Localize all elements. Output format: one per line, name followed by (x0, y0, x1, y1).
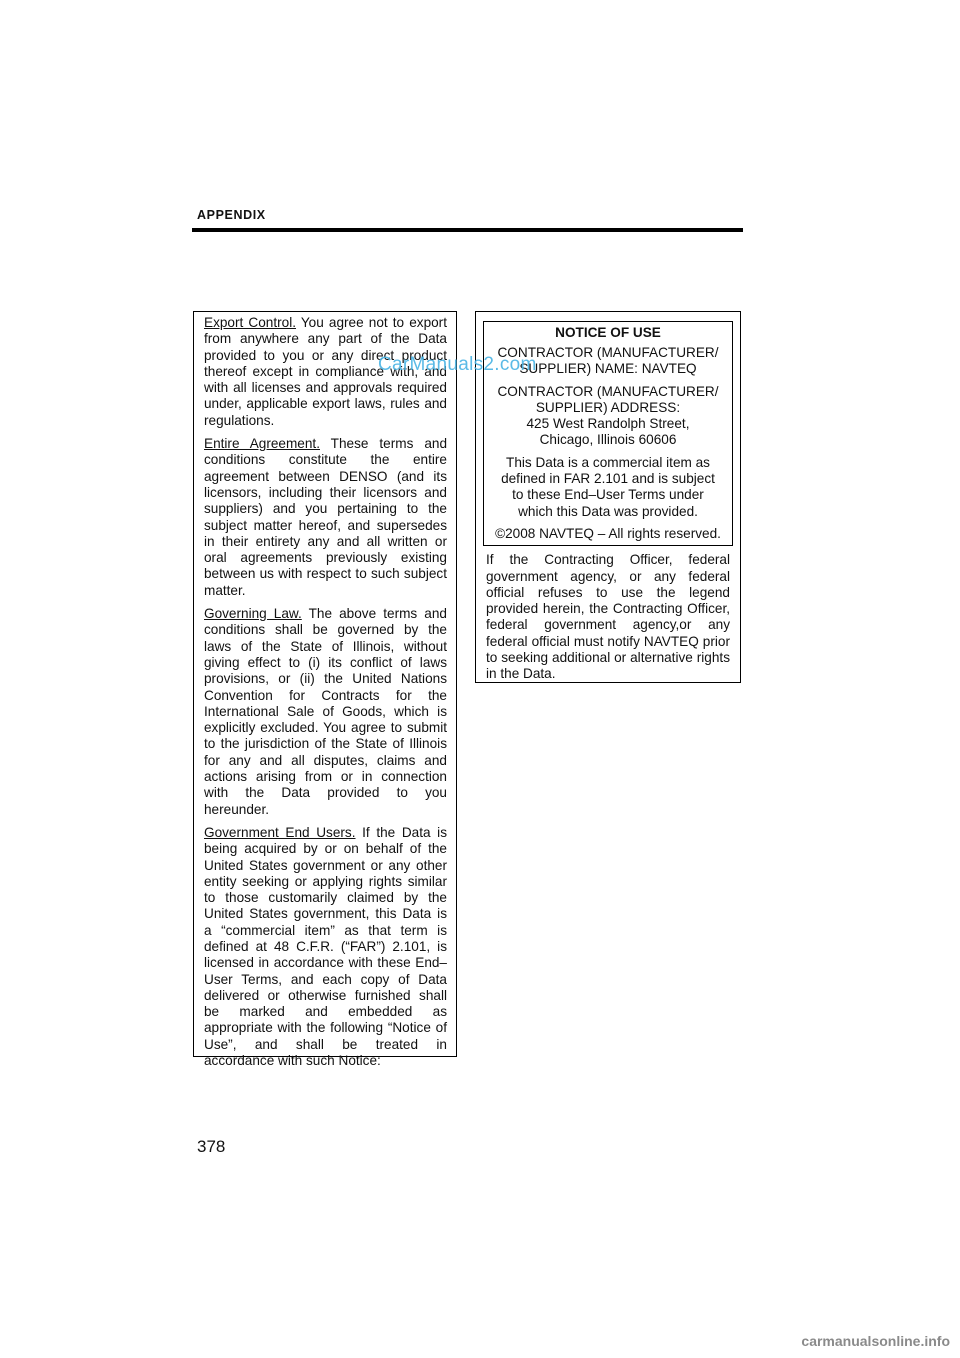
notice-contractor-address (488, 384, 728, 449)
paragraph-entire-agreement (204, 436, 447, 599)
paragraph-text: The above terms and conditions shall be governed by the laws of the State of Illinois, without giving effect to (i) its conflict of laws provisions, or (ii) the United Nations Convention for Contracts for the International Sale of Goods, which is explicitly excluded. You agree to submit to the jurisdiction of the State of Illinois for any and all disputes, claims and actions arising from or in connection with the Data provided to you hereunder. (204, 606, 447, 817)
notice-copyright (488, 526, 728, 542)
term-government-end-users: Government End Users. (204, 824, 356, 840)
notice-line: SUPPLIER) ADDRESS: (535, 399, 681, 415)
paragraph-text: These terms and conditions constitute the entire agreement between DENSO (and its licensors, including their licensors and suppliers) and you pertaining to the subject matter hereof, and supersedes in their entirety any and all written or oral agreements previously existing between us with respect to such subject matter. (204, 436, 448, 598)
notice-line: SUPPLIER) NAME: NAVTEQ (519, 361, 697, 377)
term-governing-law: Governing Law. (204, 606, 302, 622)
term-entire-agreement: Entire Agreement. (204, 436, 320, 452)
notice-line: This Data is a commercial item as (506, 454, 710, 470)
section-title: APPENDIX (197, 208, 266, 222)
notice-line: 425 West Randolph Street, (526, 416, 690, 432)
notice-line: Chicago, Illinois 60606 (539, 432, 677, 448)
notice-line: to these End–User Terms under (512, 487, 704, 503)
notice-line: CONTRACTOR (MANUFACTURER/ (497, 345, 719, 360)
paragraph-contracting-officer: If the Contracting Officer, federal government agency, or any federal official refuses to use the legend provided herein, the Contracting Officer, federal government agency,or any federal official must notify NAVTEQ prior to seeking additional or alternative rights in the Data. (486, 552, 730, 682)
paragraph-text: If the Data is being acquired by or on behalf of the United States government or any other entity seeking or applying rights similar to those customarily claimed by the United States government, this Data is a “commercial item” as that term is defined at 48 C.F.R. (“FAR”) 2.101, is licensed in accordance with these End–User Terms, and each copy of Data delivered or otherwise furnished shall be marked and embedded as appropriate with the following “Notice of Use”, and shall be treated in accordance with such Notice: (204, 824, 447, 1069)
watermark-carmanuals2: CarManuals2.com (378, 354, 537, 375)
paragraph-text: You agree not to export from anywhere any part of the Data provided to you or any direct product thereof except in compliance with, and with all licenses and approvals required under, applicable export laws, rules and regulations. (204, 315, 447, 428)
paragraph-government-end-users (204, 825, 447, 1069)
notice-commercial-item (488, 455, 728, 520)
notice-line: ©2008 NAVTEQ – All rights reserved. (495, 525, 721, 541)
notice-line: which this Data was provided. (518, 503, 698, 519)
watermark-carmanualsonline: carmanualsonline.info (801, 1333, 950, 1349)
notice-line: CONTRACTOR (MANUFACTURER/ (497, 383, 719, 399)
header-rule (192, 228, 743, 232)
notice-line: defined in FAR 2.101 and is subject (501, 471, 715, 487)
term-export-control: Export Control. (204, 315, 296, 330)
notice-title: NOTICE OF USE (555, 325, 661, 340)
paragraph-governing-law (204, 606, 447, 818)
terms-box-left (193, 311, 457, 1069)
page-number: 378 (197, 1137, 226, 1156)
